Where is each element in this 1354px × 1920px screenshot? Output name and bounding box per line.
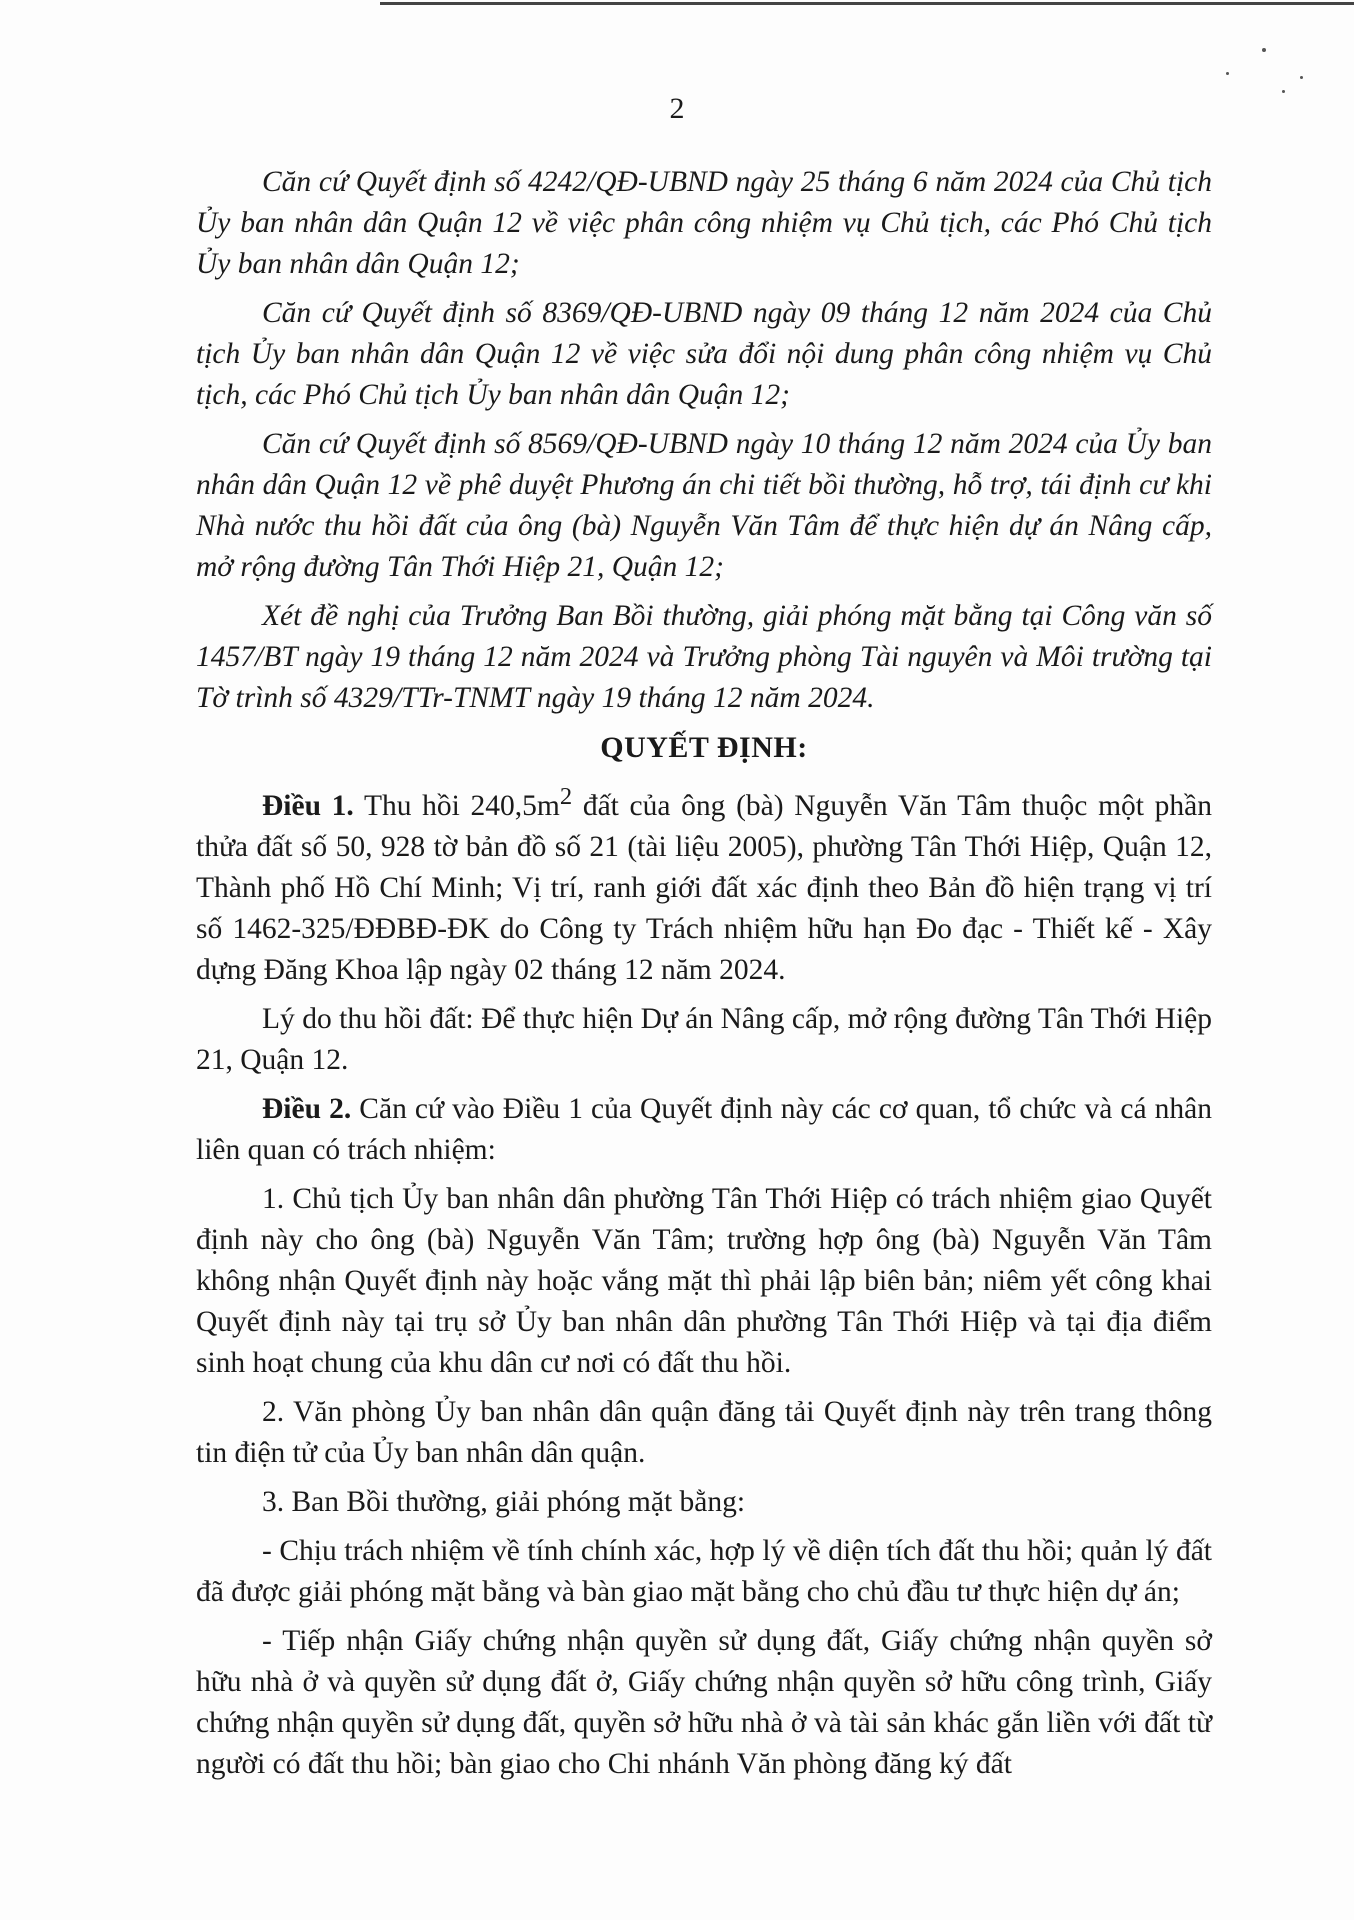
preamble-section — [196, 162, 1212, 719]
preamble-paragraph: Căn cứ Quyết định số 8569/QĐ-UBND ngày 10 tháng 12 năm 2024 của Ủy ban nhân dân Quận 12 về phê duyệt Phương án chi tiết bồi thường, hỗ trợ, tái định cư khi Nhà nước thu hồi đất của ông (bà) Nguyễn Văn Tâm để thực hiện dự án Nâng cấp, mở rộng đường Tân Thới Hiệp 21, Quận 12; — [196, 428, 1212, 583]
article-1-label: Điều 1. — [262, 789, 354, 822]
article-2-item: 3. Ban Bồi thường, giải phóng mặt bằng: — [262, 1485, 746, 1518]
article-2-intro: Căn cứ vào Điều 1 của Quyết định này các cơ quan, tổ chức và cá nhân liên quan có trách nhiệm: — [196, 1092, 1212, 1166]
scan-top-border — [380, 2, 1354, 5]
preamble-paragraph: Căn cứ Quyết định số 8369/QĐ-UBND ngày 09 tháng 12 năm 2024 của Chủ tịch Ủy ban nhân dân Quận 12 về việc sửa đổi nội dung phân công nhiệm vụ Chủ tịch, các Phó Chủ tịch Ủy ban nhân dân Quận 12; — [196, 297, 1212, 411]
page-number: 2 — [669, 92, 685, 125]
article-1-text-cont: đất của ông (bà) Nguyễn Văn Tâm thuộc một phần thửa đất số 50, 928 tờ bản đồ số 21 (tài liệu 2005), phường Tân Thới Hiệp, Quận 12, Thành phố Hồ Chí Minh; Vị trí, ranh giới đất xác định theo Bản đồ hiện trạng vị trí số 1462-325/ĐĐBĐ-ĐK do Công ty Trách nhiệm hữu hạn Đo đạc - Thiết kế - Xây dựng Đăng Khoa lập ngày 02 tháng 12 năm 2024. — [196, 789, 1212, 986]
area-unit-superscript: 2 — [559, 783, 573, 810]
article-2-item: - Tiếp nhận Giấy chứng nhận quyền sử dụng đất, Giấy chứng nhận quyền sở hữu nhà ở và quyền sử dụng đất ở, Giấy chứng nhận quyền sở hữu công trình, Giấy chứng nhận quyền sử dụng đất, quyền sở hữu nhà ở và tài sản khác gắn liền với đất từ người có đất thu hồi; bàn giao cho Chi nhánh Văn phòng đăng ký đất — [196, 1624, 1212, 1780]
scan-speck — [1300, 76, 1303, 79]
decision-heading: QUYẾT ĐỊNH: — [600, 731, 808, 764]
article-1-text: Thu hồi 240,5m — [353, 789, 560, 822]
article-2-item: 1. Chủ tịch Ủy ban nhân dân phường Tân Thới Hiệp có trách nhiệm giao Quyết định này cho ông (bà) Nguyễn Văn Tâm; trường hợp ông (bà) Nguyễn Văn Tâm không nhận Quyết định này hoặc vắng mặt thì phải lập biên bản; niêm yết công khai Quyết định này tại trụ sở Ủy ban nhân dân phường Tân Thới Hiệp và tại địa điểm sinh hoạt chung của khu dân cư nơi có đất thu hồi. — [196, 1182, 1212, 1379]
document-body — [196, 162, 1212, 1793]
article-2-item: - Chịu trách nhiệm về tính chính xác, hợp lý về diện tích đất thu hồi; quản lý đất đã được giải phóng mặt bằng và bàn giao mặt bằng cho chủ đầu tư thực hiện dự án; — [196, 1534, 1212, 1608]
article-1-paragraph — [196, 776, 1212, 991]
article-2-label: Điều 2. — [262, 1092, 352, 1125]
preamble-paragraph: Căn cứ Quyết định số 4242/QĐ-UBND ngày 25 tháng 6 năm 2024 của Chủ tịch Ủy ban nhân dân Quận 12 về việc phân công nhiệm vụ Chủ tịch, các Phó Chủ tịch Ủy ban nhân dân Quận 12; — [196, 166, 1212, 280]
scan-speck — [1226, 72, 1229, 75]
article-2-item: 2. Văn phòng Ủy ban nhân dân quận đăng tải Quyết định này trên trang thông tin điện tử của Ủy ban nhân dân quận. — [196, 1395, 1212, 1469]
scan-speck — [1262, 48, 1266, 52]
article-1-reason: Lý do thu hồi đất: Để thực hiện Dự án Nâng cấp, mở rộng đường Tân Thới Hiệp 21, Quận 12. — [196, 1002, 1212, 1076]
preamble-paragraph: Xét đề nghị của Trưởng Ban Bồi thường, giải phóng mặt bằng tại Công văn số 1457/BT ngày 19 tháng 12 năm 2024 và Trưởng phòng Tài nguyên và Môi trường tại Tờ trình số 4329/TTr-TNMT ngày 19 tháng 12 năm 2024. — [196, 600, 1212, 714]
article-2-paragraph — [196, 1089, 1212, 1171]
